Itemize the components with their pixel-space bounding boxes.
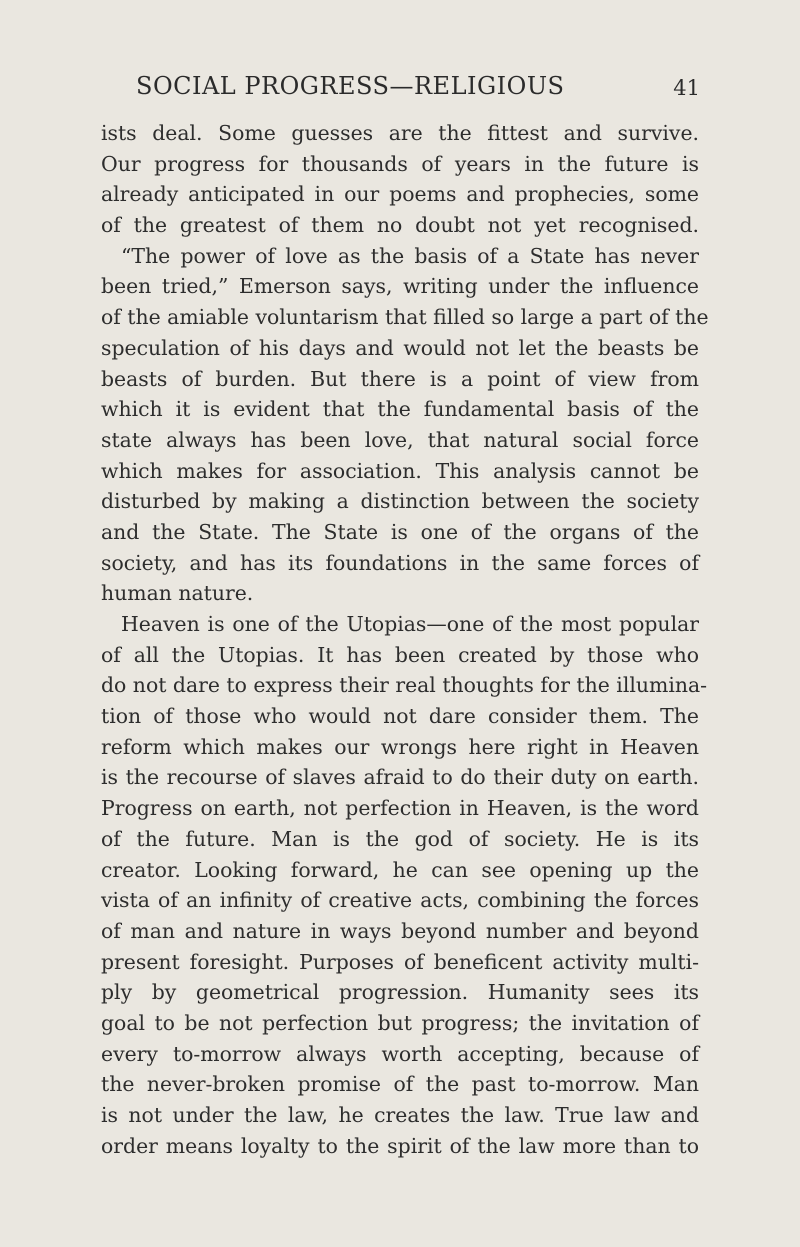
text-line: tion of those who would not dare consider them. The [101,704,699,729]
text-line: Heaven is one of the Utopias—one of the most popular [121,612,699,636]
text-line: ply by geometrical progression. Humanity sees its [101,980,699,1005]
text-line: of the greatest of them no doubt not yet recognised. [101,213,699,238]
text-line: present foresight. Purposes of beneficent activity multi- [101,949,699,974]
text-line: society, and has its foundations in the same forces of [101,550,699,575]
text-line: is not under the law, he creates the law. True law and [101,1103,699,1127]
running-title: SOCIAL PROGRESS—RELIGIOUS [136,72,565,100]
text-line: every to-morrow always worth accepting, because of [101,1041,699,1066]
text-line: which makes for association. This analysis cannot be [101,458,699,483]
text-line: reform which makes our wrongs here right in Heaven [101,734,699,759]
text-line: is the recourse of slaves afraid to do their duty on earth. [101,765,699,790]
text-line: of all the Utopias. It has been created by those who [101,642,699,667]
text-line: beasts of burden. But there is a point of view from [101,366,699,391]
text-line: which it is evident that the fundamental basis of the [101,397,699,422]
text-line: of the amiable voluntarism that filled so large a part of the [101,305,709,330]
page-number: 41 [673,76,700,100]
text-line: vista of an infinity of creative acts, combining the forces [101,888,699,913]
text-line: already anticipated in our poems and prophecies, some [101,182,699,207]
running-head [100,72,700,104]
text-line: creator. Looking forward, he can see opening up the [101,857,699,882]
text-line: of the future. Man is the god of society. He is its [101,826,699,851]
text-line: ists deal. Some guesses are the fittest and survive. [101,121,699,145]
text-line: and the State. The State is one of the organs of the [101,519,699,544]
text-line: “The power of love as the basis of a State has never [121,243,699,268]
text-line: state always has been love, that natural social force [101,427,699,452]
text-line: Our progress for thousands of years in the future is [101,151,699,176]
body-text [101,118,709,1161]
text-line: order means loyalty to the spirit of the law more than to [101,1133,699,1158]
text-line: goal to be not perfection but progress; the invitation of [101,1010,699,1035]
text-line: speculation of his days and would not let the beasts be [101,335,699,360]
text-line: Progress on earth, not perfection in Heaven, is the word [101,796,699,821]
text-line: the never-broken promise of the past to-morrow. Man [101,1072,699,1097]
text-line: disturbed by making a distinction between the society [101,489,699,514]
text-line: do not dare to express their real thoughts for the illumina- [101,673,708,698]
text-line: human nature. [101,581,254,606]
text-line: of man and nature in ways beyond number and beyond [101,918,699,943]
text-line: been tried,” Emerson says, writing under the influence [101,274,699,299]
